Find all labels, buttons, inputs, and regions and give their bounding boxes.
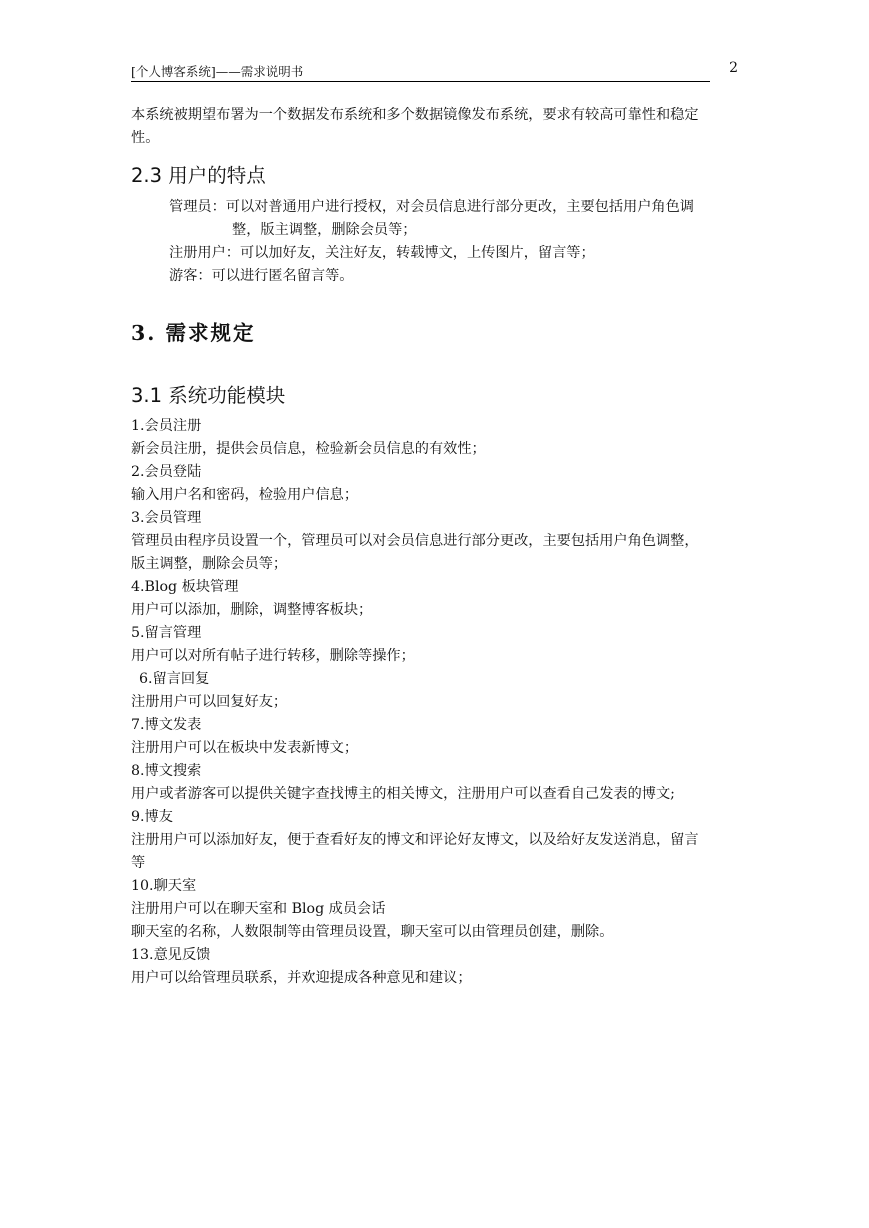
registered-user-trait: 注册用户：可以加好友，关注好友，转载博文，上传图片，留言等；: [169, 245, 595, 261]
function-item-description: 用户可以对所有帖子进行转移，删除等操作；: [131, 648, 415, 664]
page-number: 2: [729, 60, 738, 76]
function-item-title: 2.会员登陆: [131, 464, 202, 480]
function-item-description: 注册用户可以在聊天室和 Blog 成员会话: [131, 901, 386, 917]
page-header: [131, 60, 738, 82]
function-item-title: 9.博友: [131, 809, 173, 825]
function-item-title: 1.会员注册: [131, 418, 202, 434]
admin-trait-line-2: 整，版主调整，删除会员等；: [232, 222, 417, 238]
function-item-description: 用户可以给管理员联系，并欢迎提成各种意见和建议；: [131, 970, 472, 986]
guest-trait: 游客：可以进行匿名留言等。: [169, 268, 354, 284]
intro-line-2: 性。: [131, 130, 160, 146]
function-item-title: 7.博文发表: [131, 717, 202, 733]
header-title: [个人博客系统]——需求说明书: [131, 64, 304, 79]
header-rule: [131, 81, 710, 82]
admin-trait-line-1: 管理员：可以对普通用户进行授权，对会员信息进行部分更改，主要包括用户角色调: [169, 199, 694, 215]
function-item-description: 管理员由程序员设置一个，管理员可以对会员信息进行部分更改，主要包括用户角色调整，: [131, 533, 699, 549]
function-item-title: 13.意见反馈: [131, 947, 211, 963]
function-item-title: 8.博文搜索: [131, 763, 202, 779]
function-item-title: 10.聊天室: [131, 878, 197, 894]
function-item-description: 用户或者游客可以提供关键字查找博主的相关博文，注册用户可以查看自己发表的博文;: [131, 786, 675, 802]
section-heading-2-3: 2.3 用户的特点: [131, 164, 266, 187]
function-item-description: 注册用户可以回复好友；: [131, 694, 288, 710]
function-item-description: 新会员注册，提供会员信息，检验新会员信息的有效性；: [131, 441, 486, 457]
function-item-description: 版主调整，删除会员等；: [131, 556, 288, 572]
section-heading-3-1: 3.1 系统功能模块: [131, 384, 286, 407]
function-item-title: 5.留言管理: [131, 625, 202, 641]
function-item-description: 输入用户名和密码，检验用户信息；: [131, 487, 359, 503]
function-item-description: 用户可以添加，删除，调整博客板块；: [131, 602, 373, 618]
function-item-title: 4.Blog 板块管理: [131, 579, 239, 595]
function-item-description: 注册用户可以在板块中发表新博文；: [131, 740, 359, 756]
function-item-description: 等: [131, 855, 146, 871]
section-heading-3: 3. 需求规定: [131, 321, 256, 345]
function-item-title: 3.会员管理: [131, 510, 202, 526]
intro-line-1: 本系统被期望布署为一个数据发布系统和多个数据镜像发布系统，要求有较高可靠性和稳定: [131, 107, 699, 123]
function-item-title: 6.留言回复: [139, 671, 210, 687]
function-item-description: 聊天室的名称，人数限制等由管理员设置，聊天室可以由管理员创建，删除。: [131, 924, 614, 940]
function-item-description: 注册用户可以添加好友，便于查看好友的博文和评论好友博文，以及给好友发送消息，留言: [131, 832, 699, 848]
